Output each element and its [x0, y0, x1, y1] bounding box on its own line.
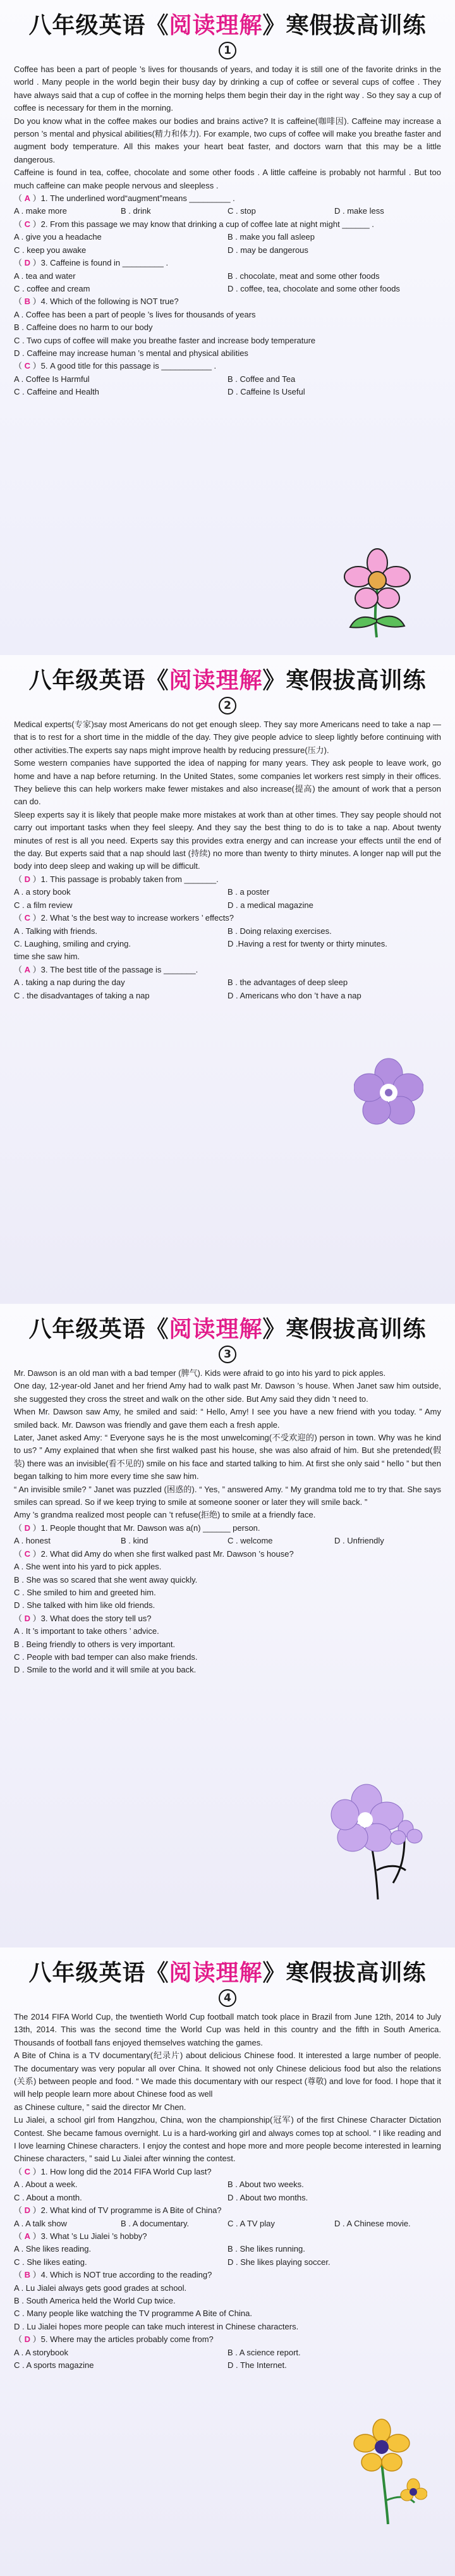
paragraph: Coffee has been a part of people ’s lives for thousands of years, and today it is still one of the favorite drinks in the world . Many people in the world begin their busy day by drinking a cup of coffee or several cups of coffee . They have always said that a cup of coffee in the morning helps them begin their day in the right way . So they say a cup of coffee is necessary for them in the morning. [14, 64, 441, 113]
option-row [14, 231, 441, 243]
option-row [14, 2321, 441, 2333]
option: D .Having a rest for twenty or thirty minutes. [228, 938, 387, 948]
option: B . She was so scared that she went away quickly. [14, 1574, 198, 1585]
purple-flower-icon [354, 1057, 423, 1127]
option: C . A sports magazine [14, 2360, 94, 2370]
paragraph: Do you know what in the coffee makes our bodies and brains active? It is caffeine(咖啡因). Caffeine may increase a person ’s mental and physical abilities(精力和体力). For example, two cups of coffee will make you breathe faster and augment body temperature. All this makes your heart beat faster, and doctors warn that this may be a little dangerous. [14, 116, 441, 164]
passage [14, 718, 441, 1002]
option: B . drink [121, 206, 151, 216]
option: B . South America held the World Cup twice. [14, 2295, 176, 2305]
option-row [14, 990, 441, 1002]
option: D . Unfriendly [334, 1536, 384, 1546]
option: C . About a month. [14, 2192, 82, 2202]
section-number: 3 [14, 1344, 441, 1362]
answer-key: C [24, 2166, 31, 2176]
option: B . She likes running. [228, 2244, 305, 2254]
option-row [14, 2243, 441, 2255]
option: B . A science report. [228, 2347, 301, 2357]
paragraph: One day, 12-year-old Janet and her friend Amy had to walk past Mr. Dawson ’s house. When Janet saw him outside, she suggested they cross the street and walk on the other side. But Amy said they didn ’t need to. [14, 1381, 441, 1404]
paragraph: The 2014 FIFA World Cup, the twentieth World Cup football match took place in Brazil from June 12th, 2014 to July 13th, 2014. This was the second time the World Cup was held in this country and the fifth in South America. Thousands of football fans enjoyed themselves watching the games. [14, 2012, 441, 2047]
question: （ B ）4. Which is NOT true according to the reading? [14, 2270, 212, 2280]
option: D . Caffeine may increase human ’s mental and physical abilities [14, 348, 248, 358]
option: A . honest [14, 1536, 51, 1546]
option: A . Lu Jialei always gets good grades at school. [14, 2283, 187, 2293]
option: A . a story book [14, 887, 71, 897]
option: B . Being friendly to others is very important. [14, 1639, 176, 1649]
paragraph: Later, Janet asked Amy: “ Everyone says he is the most unwelcoming(不受欢迎的) person in town. Why was he kind to us? ” Amy explained that when she first walked past his house, she was also afraid of him. But she pretended(假装) there was an invisible(看不见的) smile on his face and started talking to him. At first she only said “ hello ” but then began talking to him more every time she saw him. [14, 1433, 441, 1481]
question-text: 1. How long did the 2014 FIFA World Cup last? [40, 2166, 212, 2176]
option: C . She likes eating. [14, 2257, 87, 2267]
option-row [14, 976, 441, 989]
option: B . A documentary. [121, 2218, 190, 2228]
paragraph: Mr. Dawson is an old man with a bad temper (脾气). Kids were afraid to go into his yard to pick apples. [14, 1368, 386, 1378]
option: C . welcome [228, 1536, 273, 1546]
answer-key: C [24, 361, 31, 371]
option-row [14, 1651, 441, 1664]
option: C . coffee and cream [14, 283, 90, 293]
section-number: 4 [14, 1988, 441, 2006]
option-row [14, 886, 441, 899]
option-row [14, 205, 441, 218]
option-row [14, 283, 441, 295]
question: （ B ）4. Which of the following is NOT true? [14, 297, 179, 307]
question: （ C ）5. A good title for this passage is ___________ . [14, 361, 217, 371]
answer-key: C [24, 219, 31, 229]
option-row [14, 1535, 441, 1547]
option: C . stop [228, 206, 256, 216]
section-title: 八年级英语《阅读理解》寒假拔高训练 [28, 1960, 427, 1986]
option: A . Talking with friends. [14, 926, 97, 936]
option: C . Caffeine and Health [14, 387, 99, 397]
option: B . the advantages of deep sleep [228, 978, 348, 988]
option: A . A talk show [14, 2218, 67, 2228]
option-row [14, 2359, 441, 2372]
answer-key: B [24, 2270, 31, 2280]
option: D . Lu Jialei hopes more people can take much interest in Chinese characters. [14, 2321, 299, 2331]
option-row [14, 1586, 441, 1599]
option-row [14, 899, 441, 912]
question: （ A ）1. The underlined word“augment”means _________ . [14, 193, 235, 204]
option: A . make more [14, 206, 67, 216]
paragraph: Sleep experts say it is likely that people make more mistakes at work than at other times. They say people should not carry out important tasks when they feel sleepy. And they say the best thing to do is to take a nap. About twenty minutes of rest is all you need. Experts say this provides extra energy and can increase your effects until the end of the day. But experts said that a nap should last (持续) no more than twenty to thirty minutes. A longer nap will put the body into deep sleep and waking up will be difficult. [14, 809, 441, 871]
passage [14, 2011, 441, 2372]
option: A . It ’s important to take others ’ advice. [14, 1626, 159, 1636]
answer-key: D [24, 258, 31, 268]
option: C . She smiled to him and greeted him. [14, 1587, 156, 1597]
question-text: 4. Which is NOT true according to the reading? [40, 2270, 212, 2280]
option-row [14, 334, 441, 347]
option: B . a poster [228, 887, 270, 897]
option: A . She likes reading. [14, 2244, 92, 2254]
option-row [14, 270, 441, 283]
option: C . Many people like watching the TV programme A Bite of China. [14, 2309, 252, 2319]
option: B . chocolate, meat and some other foods [228, 271, 380, 281]
option: A . tea and water [14, 271, 76, 281]
option: D . make less [334, 206, 384, 216]
question-text: 2. What kind of TV programme is A Bite of China? [40, 2205, 222, 2216]
exercise-section-1 [0, 0, 455, 655]
section-title: 八年级英语《阅读理解》寒假拔高训练 [28, 668, 427, 694]
question: （ C ）2. What did Amy do when she first walked past Mr. Dawson ’s house? [14, 1549, 294, 1559]
answer-key: D [24, 874, 31, 884]
question: （ D ）1. People thought that Mr. Dawson was a(n) ______ person. [14, 1523, 260, 1533]
option: C. Laughing, smiling and crying. [14, 938, 131, 948]
option: D . a medical magazine [228, 900, 313, 910]
paragraph: as Chinese culture, ” said the director Mr Chen. [14, 2102, 186, 2112]
question-text: 3. What ’s Lu Jialei ’s hobby? [40, 2231, 147, 2241]
answer-key: A [24, 193, 31, 204]
paragraph: “ An invisible smile? ” Janet was puzzled (困惑的). “ Yes, ” answered Amy. “ My grandma told me to try that. She says smiles can spread. So if we keep trying to smile at someone sooner or later they will smile back. ” [14, 1484, 441, 1507]
exercise-section-3 [0, 1304, 455, 1947]
option: A . Coffee Is Harmful [14, 374, 90, 384]
option-row [14, 925, 441, 938]
question: （ C ）2. From this passage we may know that drinking a cup of coffee late at night might ______ . [14, 219, 374, 229]
question: （ D ）3. What does the story tell us? [14, 1613, 152, 1623]
option-row [14, 1638, 441, 1651]
option: C . Two cups of coffee will make you breathe faster and increase body temperature [14, 335, 316, 345]
option: D . She likes playing soccer. [228, 2257, 331, 2267]
section-title: 八年级英语《阅读理解》寒假拔高训练 [28, 1316, 427, 1342]
option: A . A storybook [14, 2347, 68, 2357]
question: （ D ）1. This passage is probably taken from _______. [14, 874, 219, 884]
answer-key: D [24, 1613, 31, 1623]
question-text: 3. The best title of the passage is _______. [40, 964, 198, 974]
question-text: 2. From this passage we may know that drinking a cup of coffee late at night might ______ . [40, 219, 374, 229]
option-row [14, 2346, 441, 2359]
paragraph: Some western companies have supported the idea of napping for many years. They ask people to leave work, go home and have a nap before returning. In the United States, some companies let workers rest simply in their offices. They believe this can help workers make fewer mistakes and also increase(提高) the amount of work that a person can do. [14, 758, 441, 807]
question-text: 1. People thought that Mr. Dawson was a(n) ______ person. [40, 1523, 260, 1533]
exercise-section-4 [0, 1947, 455, 2576]
question-text: 3. What does the story tell us? [40, 1613, 152, 1623]
paragraph: A Bite of China is a TV documentary(纪录片) about delicious Chinese food. It interested a large number of people. The documentary was very popular all over China. It showed not only Chinese delicious food but also the relations (关系) between people and food. “ We made this documentary with our respect (尊敬) and love for food. I hope that it will help people learn more about Chinese food as well [14, 2051, 441, 2099]
question-text: 5. Where may the articles probably come from? [40, 2334, 214, 2345]
passage [14, 1367, 441, 1677]
option-row [14, 373, 441, 386]
answer-key: C [24, 1549, 31, 1559]
option: D . She talked with him like old friends. [14, 1600, 155, 1610]
question: （ A ）3. What ’s Lu Jialei ’s hobby? [14, 2231, 147, 2241]
option: A . give you a headache [14, 232, 102, 242]
section-title: 八年级英语《阅读理解》寒假拔高训练 [28, 13, 427, 39]
option: D . coffee, tea, chocolate and some other foods [228, 283, 400, 293]
option: C . A TV play [228, 2218, 275, 2228]
option-row [14, 309, 441, 321]
question-text: 5. A good title for this passage is ___________ . [40, 361, 217, 371]
answer-key: D [24, 2334, 31, 2345]
option-row [14, 1599, 441, 1612]
answer-key: A [24, 964, 31, 974]
option: C . keep you awake [14, 245, 87, 255]
option-row [14, 2192, 441, 2204]
option-row [14, 386, 441, 398]
option: C . People with bad temper can also make friends. [14, 1652, 198, 1662]
option: time she saw him. [14, 952, 80, 962]
paragraph: Medical experts(专家)say most Americans do not get enough sleep. They say more Americans need to take a nap — that is to rest for a short time in the middle of the day. They give people advice to sleep lightly before continuing with other activities.The experts say naps might improve health by reducing pressure(压力). [14, 720, 441, 755]
option: D . Americans who don ’t have a nap [228, 990, 361, 1000]
option: A . Coffee has been a part of people ’s lives for thousands of years [14, 309, 256, 319]
answer-key: D [24, 1523, 31, 1533]
question-text: 4. Which of the following is NOT true? [40, 297, 179, 307]
option: D . A Chinese movie. [334, 2218, 411, 2228]
question: （ D ）3. Caffeine is found in _________ . [14, 258, 169, 268]
option-row [14, 1625, 441, 1638]
option-row [14, 2282, 441, 2295]
option: B . kind [121, 1536, 149, 1546]
answer-key: A [24, 2231, 31, 2241]
option-row [14, 2295, 441, 2307]
question: （ A ）3. The best title of the passage is _______. [14, 964, 198, 974]
answer-key: C [24, 913, 31, 923]
option-row [14, 321, 441, 334]
option-row [14, 1664, 441, 1676]
question-text: 2. What ’s the best way to increase workers ’ effects? [40, 913, 234, 923]
option: B . Coffee and Tea [228, 374, 296, 384]
option: D . may be dangerous [228, 245, 308, 255]
option: A . About a week. [14, 2180, 78, 2190]
option: D . The Internet. [228, 2360, 287, 2370]
option: B . Caffeine does no harm to our body [14, 322, 153, 333]
option-row [14, 1561, 441, 1573]
option-row [14, 938, 441, 950]
question: （ D ）2. What kind of TV programme is A Bite of China? [14, 2205, 222, 2216]
exercise-section-2 [0, 655, 455, 1304]
answer-key: D [24, 2205, 31, 2216]
option: D . About two months. [228, 2192, 308, 2202]
option: A . taking a nap during the day [14, 978, 125, 988]
option-row [14, 2178, 441, 2191]
option-row [14, 950, 441, 963]
purple-flower-icon [330, 1776, 425, 1902]
paragraph: When Mr. Dawson saw Amy, he smiled and said: “ Hello, Amy! I see you have a new friend with you today. ” Amy smiled back. Mr. Dawson was friendly and gave them each a fresh apple. [14, 1407, 441, 1430]
option-row [14, 244, 441, 257]
option: D . Smile to the world and it will smile at you back. [14, 1665, 197, 1675]
option: A . She went into his yard to pick apples. [14, 1562, 162, 1572]
question: （ D ）5. Where may the articles probably come from? [14, 2334, 214, 2345]
question-text: 3. Caffeine is found in _________ . [40, 258, 169, 268]
question-text: 1. This passage is probably taken from _______. [40, 874, 219, 884]
option-row [14, 2217, 441, 2230]
yellow-flower-icon [345, 2418, 427, 2525]
paragraph: Amy ’s grandma realized most people can ’t refuse(拒绝) to smile at a friendly face. [14, 1510, 316, 1520]
option-row [14, 2307, 441, 2320]
passage [14, 63, 441, 399]
option: D . Caffeine Is Useful [228, 387, 305, 397]
option: B . About two weeks. [228, 2180, 304, 2190]
paragraph: Caffeine is found in tea, coffee, chocolate and some other foods . A little caffeine is probably not harmful . But too much caffeine can make people nervous and sleepless . [14, 168, 441, 190]
section-number: 2 [14, 696, 441, 713]
option: C . a film review [14, 900, 73, 910]
question: （ C ）1. How long did the 2014 FIFA World Cup last? [14, 2166, 212, 2176]
option-row [14, 1574, 441, 1586]
section-number: 1 [14, 40, 441, 58]
option-row [14, 2256, 441, 2269]
option: B . Doing relaxing exercises. [228, 926, 332, 936]
option: C . the disadvantages of taking a nap [14, 990, 150, 1000]
answer-key: B [24, 297, 31, 307]
paragraph: Lu Jialei, a school girl from Hangzhou, China, won the championship(冠军) of the first Chinese Character Dictation Contest. She became famous overnight. Lu is a hard-working girl and always comes top at school. “ I like reading and I love learning Chinese characters. I enjoy the contest and hope more and more people become interested in learning Chinese characters, ” said Lu Jialei after winning the contest. [14, 2115, 441, 2164]
pink-flower-icon [336, 544, 418, 639]
question-text: 2. What did Amy do when she first walked past Mr. Dawson ’s house? [40, 1549, 294, 1559]
option: B . make you fall asleep [228, 232, 315, 242]
option-row [14, 347, 441, 360]
question: （ C ）2. What ’s the best way to increase workers ’ effects? [14, 913, 234, 923]
question-text: 1. The underlined word“augment”means _________ . [40, 193, 235, 204]
